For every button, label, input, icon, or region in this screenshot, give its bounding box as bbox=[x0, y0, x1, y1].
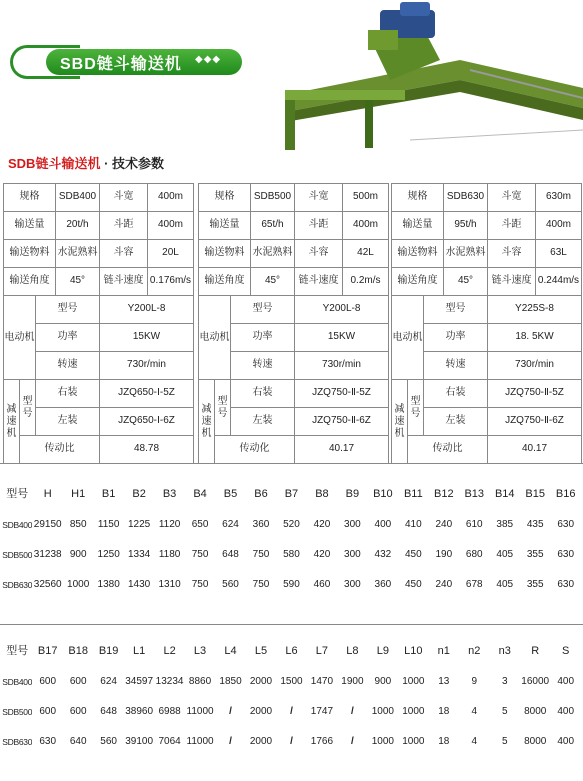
label-ratio: 传动化 bbox=[215, 436, 295, 464]
rpm-value: 730r/min bbox=[295, 352, 389, 380]
column-header: B12 bbox=[434, 488, 454, 501]
column-header: n1 bbox=[437, 645, 450, 658]
table-cell: 520 bbox=[283, 518, 300, 530]
table-cell: 3 bbox=[501, 675, 508, 687]
table-cell: 630 bbox=[557, 548, 575, 560]
column-header: 型号 bbox=[6, 488, 29, 501]
table-cell: 400 bbox=[557, 735, 575, 747]
spec-table bbox=[3, 183, 194, 464]
label-model: 型号 bbox=[36, 296, 100, 324]
table-cell: 450 bbox=[404, 548, 422, 560]
label-volume: 斗容 bbox=[100, 240, 148, 268]
conveyor-photo bbox=[270, 0, 583, 150]
table-cell: 400 bbox=[557, 705, 575, 717]
table-cell: 32560 bbox=[33, 578, 62, 590]
table-cell: 405 bbox=[496, 578, 514, 590]
ratio-value: 40.17 bbox=[295, 436, 389, 464]
label-rpm: 转速 bbox=[231, 352, 295, 380]
speed-value: 0.244m/s bbox=[536, 268, 582, 296]
power-value: 15KW bbox=[295, 324, 389, 352]
volume-value: 20L bbox=[148, 240, 194, 268]
label-volume: 斗容 bbox=[488, 240, 536, 268]
reducer-right-value: JZQ750-Ⅱ-5Z bbox=[488, 380, 582, 408]
power-value: 18. 5KW bbox=[488, 324, 582, 352]
column-header: L3 bbox=[193, 645, 207, 658]
table-cell: 1000 bbox=[402, 675, 425, 687]
column-header: B7 bbox=[284, 488, 299, 501]
banner-title: SBD链斗输送机 bbox=[60, 56, 182, 73]
table-cell: 31238 bbox=[33, 548, 62, 560]
label-speed: 链斗速度 bbox=[295, 268, 343, 296]
divider bbox=[0, 463, 583, 464]
table-row bbox=[2, 727, 581, 757]
speed-value: 0.176m/s bbox=[148, 268, 194, 296]
label-width: 斗宽 bbox=[100, 184, 148, 212]
capacity-value: 20t/h bbox=[56, 212, 100, 240]
ratio-value: 40.17 bbox=[488, 436, 582, 464]
table-cell: 1120 bbox=[158, 518, 181, 530]
table-cell: 420 bbox=[313, 548, 331, 560]
label-left: 左装 bbox=[231, 408, 295, 436]
column-header: H1 bbox=[71, 488, 86, 501]
reducer-left-value: JZQ750-Ⅱ-6Z bbox=[295, 408, 389, 436]
table-cell: 1000 bbox=[402, 735, 425, 747]
table-cell: 5 bbox=[501, 735, 508, 747]
column-header: B1 bbox=[101, 488, 116, 501]
column-header: B3 bbox=[162, 488, 177, 501]
table-cell: 680 bbox=[465, 548, 483, 560]
table-cell: 300 bbox=[344, 578, 361, 590]
motor-model-value: Y225S-8 bbox=[488, 296, 582, 324]
table-cell: 1334 bbox=[127, 548, 151, 560]
label-speed: 链斗速度 bbox=[100, 268, 148, 296]
table-cell: 410 bbox=[404, 518, 422, 530]
table-cell: 1180 bbox=[158, 548, 181, 560]
label-material: 输送物料 bbox=[199, 240, 251, 268]
power-value: 15KW bbox=[100, 324, 194, 352]
table-cell: 678 bbox=[465, 578, 483, 590]
column-header: B17 bbox=[37, 645, 58, 658]
dimension-table-1 bbox=[2, 480, 581, 600]
column-header: B6 bbox=[254, 488, 268, 501]
banner-dots: ◆◆◆ bbox=[195, 54, 222, 65]
table-cell: 900 bbox=[69, 548, 87, 560]
table-cell: 648 bbox=[100, 705, 117, 717]
table-cell: 405 bbox=[496, 548, 514, 560]
table-cell: / bbox=[351, 735, 354, 747]
column-header: L10 bbox=[404, 645, 423, 658]
label-power: 功率 bbox=[424, 324, 488, 352]
label-spec: 规格 bbox=[4, 184, 56, 212]
label-pitch: 斗距 bbox=[295, 212, 343, 240]
column-header: L7 bbox=[315, 645, 329, 658]
width-value: 400m bbox=[148, 184, 194, 212]
label-ratio: 传动比 bbox=[408, 436, 488, 464]
table-cell: 360 bbox=[374, 578, 392, 590]
column-header: B13 bbox=[464, 488, 485, 501]
table-cell: 1470 bbox=[310, 675, 334, 687]
table-cell: 1900 bbox=[341, 675, 364, 687]
column-header: B5 bbox=[223, 488, 238, 501]
column-header: B4 bbox=[193, 488, 207, 501]
label-spec: 规格 bbox=[392, 184, 444, 212]
motor-model-value: Y200L-8 bbox=[295, 296, 389, 324]
column-header: n2 bbox=[468, 645, 481, 658]
spec-subtitle bbox=[8, 153, 164, 172]
table-cell: SDB500 bbox=[2, 706, 33, 717]
table-cell: 1850 bbox=[219, 675, 242, 687]
label-angle: 输送角度 bbox=[199, 268, 251, 296]
column-header: R bbox=[531, 645, 540, 658]
table-cell: 240 bbox=[435, 518, 453, 530]
table-row bbox=[2, 667, 581, 697]
table-cell: 1225 bbox=[127, 518, 151, 530]
label-motor: 电动机 bbox=[392, 296, 424, 380]
table-cell: 400 bbox=[557, 675, 575, 687]
column-header: L6 bbox=[285, 645, 298, 658]
volume-value: 42L bbox=[343, 240, 389, 268]
table-cell: 18 bbox=[438, 735, 450, 747]
table-cell: 600 bbox=[39, 705, 57, 717]
material-value: 水泥熟料 bbox=[444, 240, 488, 268]
table-cell: SDB630 bbox=[2, 579, 33, 590]
table-cell: 8000 bbox=[524, 705, 547, 717]
label-power: 功率 bbox=[231, 324, 295, 352]
table-cell: / bbox=[229, 735, 232, 747]
label-speed: 链斗速度 bbox=[488, 268, 536, 296]
subtitle-model: SDB链斗输送机 bbox=[8, 156, 101, 171]
column-header: B19 bbox=[98, 645, 119, 658]
volume-value: 63L bbox=[536, 240, 582, 268]
ratio-value: 48.78 bbox=[100, 436, 194, 464]
table-cell: 900 bbox=[374, 675, 392, 687]
label-reducer: 减速机 bbox=[392, 380, 408, 464]
table-cell: 4 bbox=[471, 735, 478, 747]
table-cell: 750 bbox=[191, 578, 209, 590]
model-value: SDB500 bbox=[251, 184, 295, 212]
table-cell: 8000 bbox=[524, 735, 547, 747]
table-cell: 432 bbox=[374, 548, 392, 560]
table-cell: 1150 bbox=[97, 518, 120, 530]
table-cell: 650 bbox=[191, 518, 209, 530]
column-header: H bbox=[43, 488, 52, 501]
column-header: B8 bbox=[315, 488, 329, 501]
column-header: B2 bbox=[132, 488, 146, 501]
table-cell: 435 bbox=[526, 518, 544, 530]
table-cell: 624 bbox=[100, 675, 117, 687]
reducer-left-value: JZQ750-Ⅱ-6Z bbox=[488, 408, 582, 436]
table-cell: 4 bbox=[471, 705, 478, 717]
rpm-value: 730r/min bbox=[488, 352, 582, 380]
table-cell: 385 bbox=[496, 518, 514, 530]
width-value: 500m bbox=[343, 184, 389, 212]
table-cell: 300 bbox=[344, 548, 361, 560]
label-angle: 输送角度 bbox=[392, 268, 444, 296]
dimension-table-2 bbox=[2, 637, 581, 757]
label-rpm: 转速 bbox=[424, 352, 488, 380]
table-cell: 400 bbox=[374, 518, 392, 530]
table-cell: 1310 bbox=[158, 578, 181, 590]
spec-table bbox=[198, 183, 389, 464]
table-cell: 640 bbox=[69, 735, 87, 747]
label-rpm: 转速 bbox=[36, 352, 100, 380]
table-cell: 1747 bbox=[310, 705, 334, 717]
table-cell: 7064 bbox=[158, 735, 181, 747]
angle-value: 45° bbox=[444, 268, 488, 296]
label-width: 斗宽 bbox=[488, 184, 536, 212]
label-pitch: 斗距 bbox=[488, 212, 536, 240]
spec-table bbox=[391, 183, 582, 464]
table-cell: 580 bbox=[283, 548, 300, 560]
label-right: 右装 bbox=[424, 380, 488, 408]
subtitle-text: · 技术参数 bbox=[104, 156, 165, 171]
table-cell: 590 bbox=[283, 578, 300, 590]
column-header: B11 bbox=[403, 488, 423, 501]
label-reducer: 减速机 bbox=[4, 380, 20, 464]
table-row bbox=[2, 540, 581, 570]
label-material: 输送物料 bbox=[4, 240, 56, 268]
table-cell: 16000 bbox=[521, 675, 550, 687]
table-cell: 240 bbox=[435, 578, 453, 590]
label-model: 型号 bbox=[231, 296, 295, 324]
table-row bbox=[2, 510, 581, 540]
table-cell: 355 bbox=[526, 578, 544, 590]
table-cell: 420 bbox=[313, 518, 331, 530]
model-value: SDB630 bbox=[444, 184, 488, 212]
column-header: L9 bbox=[376, 645, 389, 658]
table-cell: 460 bbox=[313, 578, 331, 590]
table-cell: 630 bbox=[557, 578, 575, 590]
label-motor: 电动机 bbox=[199, 296, 231, 380]
label-width: 斗宽 bbox=[295, 184, 343, 212]
table-cell: 11000 bbox=[186, 735, 214, 747]
angle-value: 45° bbox=[56, 268, 100, 296]
column-header: B9 bbox=[345, 488, 360, 501]
reducer-right-value: JZQ750-Ⅱ-5Z bbox=[295, 380, 389, 408]
table-row bbox=[2, 570, 581, 600]
table-cell: / bbox=[290, 705, 293, 717]
label-left: 左装 bbox=[36, 408, 100, 436]
table-cell: 190 bbox=[435, 548, 453, 560]
table-cell: 560 bbox=[222, 578, 239, 590]
table-cell: 1500 bbox=[280, 675, 303, 687]
table-cell: 624 bbox=[222, 518, 239, 530]
divider bbox=[0, 624, 583, 625]
table-cell: 1000 bbox=[402, 705, 425, 717]
table-cell: 39100 bbox=[125, 735, 154, 747]
label-capacity: 输送量 bbox=[199, 212, 251, 240]
label-capacity: 输送量 bbox=[392, 212, 444, 240]
label-type: 型号 bbox=[20, 380, 36, 436]
table-cell: 355 bbox=[526, 548, 544, 560]
column-header: S bbox=[562, 645, 570, 658]
table-cell: 8860 bbox=[188, 675, 212, 687]
table-cell: 38960 bbox=[125, 705, 154, 717]
table-row bbox=[2, 697, 581, 727]
label-reducer: 减速机 bbox=[199, 380, 215, 464]
table-cell: 18 bbox=[438, 705, 450, 717]
label-type: 型号 bbox=[215, 380, 231, 436]
label-right: 右装 bbox=[231, 380, 295, 408]
table-cell: 1250 bbox=[97, 548, 120, 560]
table-cell: 29150 bbox=[33, 518, 62, 530]
reducer-left-value: JZQ650-Ⅰ-6Z bbox=[100, 408, 194, 436]
table-cell: 600 bbox=[39, 675, 57, 687]
table-cell: SDB400 bbox=[2, 519, 33, 530]
table-cell: 2000 bbox=[249, 735, 273, 747]
label-type: 型号 bbox=[408, 380, 424, 436]
table-cell: 1000 bbox=[371, 705, 394, 717]
column-header: 型号 bbox=[6, 645, 29, 658]
table-cell: 5 bbox=[501, 705, 508, 717]
label-power: 功率 bbox=[36, 324, 100, 352]
width-value: 630m bbox=[536, 184, 582, 212]
label-left: 左装 bbox=[424, 408, 488, 436]
column-header: B18 bbox=[68, 645, 88, 658]
capacity-value: 95t/h bbox=[444, 212, 488, 240]
table-cell: 1430 bbox=[127, 578, 151, 590]
label-volume: 斗容 bbox=[295, 240, 343, 268]
column-header: L2 bbox=[163, 645, 176, 658]
table-cell: / bbox=[229, 705, 232, 717]
column-header: B14 bbox=[494, 488, 515, 501]
table-cell: 600 bbox=[69, 705, 87, 717]
table-cell: 600 bbox=[69, 675, 87, 687]
pitch-value: 400m bbox=[536, 212, 582, 240]
label-angle: 输送角度 bbox=[4, 268, 56, 296]
speed-value: 0.2m/s bbox=[343, 268, 389, 296]
label-material: 输送物料 bbox=[392, 240, 444, 268]
motor-model-value: Y200L-8 bbox=[100, 296, 194, 324]
table-cell: / bbox=[351, 705, 354, 717]
table-cell: 750 bbox=[252, 578, 270, 590]
table-cell: 750 bbox=[191, 548, 209, 560]
table-cell: / bbox=[290, 735, 293, 747]
table-cell: 13234 bbox=[155, 675, 184, 687]
column-header: B16 bbox=[555, 488, 576, 501]
table-cell: SDB500 bbox=[2, 549, 33, 560]
label-motor: 电动机 bbox=[4, 296, 36, 380]
table-cell: 13 bbox=[438, 675, 450, 687]
table-cell: 34597 bbox=[125, 675, 154, 687]
table-cell: 850 bbox=[69, 518, 87, 530]
pitch-value: 400m bbox=[343, 212, 389, 240]
capacity-value: 65t/h bbox=[251, 212, 295, 240]
table-cell: 1000 bbox=[371, 735, 394, 747]
table-cell: 11000 bbox=[186, 705, 214, 717]
rpm-value: 730r/min bbox=[100, 352, 194, 380]
table-cell: 750 bbox=[252, 548, 270, 560]
label-ratio: 传动比 bbox=[20, 436, 100, 464]
table-cell: 630 bbox=[557, 518, 575, 530]
angle-value: 45° bbox=[251, 268, 295, 296]
table-cell: 6988 bbox=[158, 705, 181, 717]
table-cell: 2000 bbox=[249, 705, 273, 717]
table-cell: 560 bbox=[100, 735, 117, 747]
table-cell: 1766 bbox=[310, 735, 334, 747]
material-value: 水泥熟料 bbox=[56, 240, 100, 268]
table-cell: 630 bbox=[39, 735, 57, 747]
label-capacity: 输送量 bbox=[4, 212, 56, 240]
table-cell: SDB630 bbox=[2, 736, 33, 747]
label-right: 右装 bbox=[36, 380, 100, 408]
column-header: B15 bbox=[525, 488, 545, 501]
label-pitch: 斗距 bbox=[100, 212, 148, 240]
title-banner bbox=[10, 45, 242, 79]
table-cell: 2000 bbox=[249, 675, 273, 687]
material-value: 水泥熟料 bbox=[251, 240, 295, 268]
table-cell: 610 bbox=[465, 518, 483, 530]
model-value: SDB400 bbox=[56, 184, 100, 212]
reducer-right-value: JZQ650-Ⅰ-5Z bbox=[100, 380, 194, 408]
column-header: L5 bbox=[254, 645, 268, 658]
column-header: L4 bbox=[224, 645, 237, 658]
table-cell: 300 bbox=[344, 518, 361, 530]
table-cell: 648 bbox=[222, 548, 239, 560]
column-header: L8 bbox=[346, 645, 359, 658]
label-model: 型号 bbox=[424, 296, 488, 324]
column-header: L1 bbox=[132, 645, 146, 658]
label-spec: 规格 bbox=[199, 184, 251, 212]
table-cell: 360 bbox=[252, 518, 270, 530]
table-cell: 1380 bbox=[97, 578, 120, 590]
pitch-value: 400m bbox=[148, 212, 194, 240]
column-header: B10 bbox=[373, 488, 393, 501]
table-cell: 450 bbox=[404, 578, 422, 590]
table-cell: 9 bbox=[471, 675, 478, 687]
column-header: n3 bbox=[498, 645, 511, 658]
table-cell: 1000 bbox=[67, 578, 90, 590]
table-cell: SDB400 bbox=[2, 676, 33, 687]
